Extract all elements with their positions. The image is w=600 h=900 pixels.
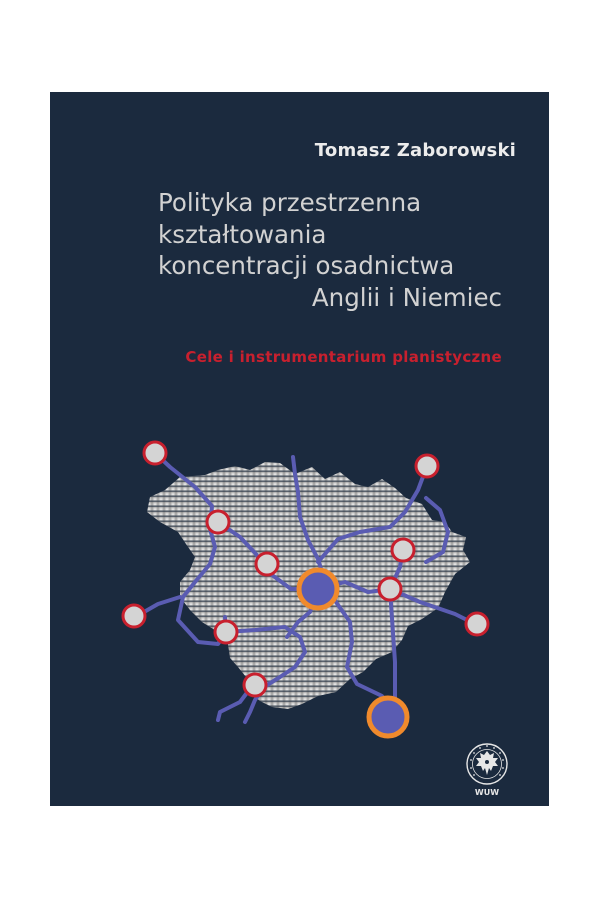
network-node xyxy=(416,455,438,477)
network-node xyxy=(215,621,237,643)
network-node xyxy=(123,605,145,627)
network-node xyxy=(379,578,401,600)
title-line-1: Polityka przestrzenna xyxy=(158,188,422,217)
network-node xyxy=(144,442,166,464)
university-eagle-seal-icon xyxy=(463,738,511,800)
hub-node-south xyxy=(369,698,407,736)
author-name: Tomasz Zaborowski xyxy=(314,140,516,161)
book-cover xyxy=(50,92,549,806)
network-node xyxy=(207,511,229,533)
title-line-2: kształtowania xyxy=(158,219,327,249)
network-node xyxy=(392,539,414,561)
title-line-4: Anglii i Niemiec xyxy=(311,282,502,312)
network-node xyxy=(466,613,488,635)
publisher-mark: WUW xyxy=(474,788,500,797)
title-line-3: koncentracji osadnictwa xyxy=(158,251,455,280)
network-node xyxy=(256,553,278,575)
network-node xyxy=(244,674,266,696)
settlement-network-illustration xyxy=(50,92,549,806)
hub-node-central xyxy=(299,570,337,608)
book-subtitle: Cele i instrumentarium planistyczne xyxy=(185,348,502,366)
